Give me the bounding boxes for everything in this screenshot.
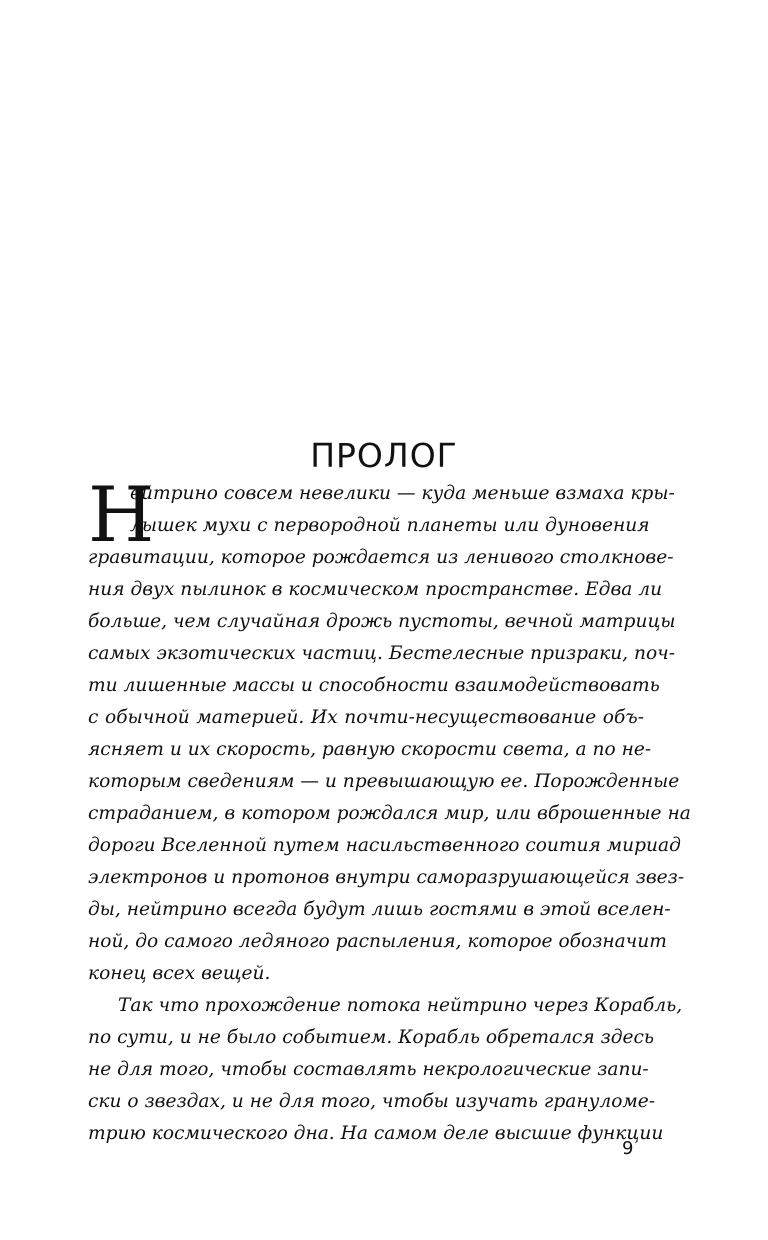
text-line: ски о звездах, и не для того, чтобы изучать грануломе- xyxy=(88,1091,656,1112)
page-number: 9 xyxy=(622,1138,634,1159)
text-line: не для того, чтобы составлять некрологические запи- xyxy=(88,1059,649,1080)
text-line: страданием, в котором рождался мир, или вброшенные на xyxy=(88,803,691,824)
chapter-title: ПРОЛОГ xyxy=(310,436,458,475)
text-line: гравитации, которое рождается из ленивого столкнове- xyxy=(88,547,674,568)
text-line: ясняет и их скорость, равную скорости света, а по не- xyxy=(88,739,652,760)
drop-cap: Н xyxy=(88,470,155,559)
text-line: больше, чем случайная дрожь пустоты, вечной матрицы xyxy=(88,611,676,632)
text-line: электронов и протонов внутри саморазрушающейся звез- xyxy=(88,867,685,888)
text-line: Так что прохождение потока нейтрино через Корабль, xyxy=(118,995,683,1016)
text-line: по сути, и не было событием. Корабль обретался здесь xyxy=(88,1027,655,1048)
text-line: ейтрино совсем невелики — куда меньше взмаха кры- xyxy=(130,483,675,504)
text-line: дороги Вселенной путем насильственного соития мириад xyxy=(88,835,681,856)
body-text xyxy=(88,470,691,1150)
text-line: с обычной материей. Их почти-несуществование объ- xyxy=(88,707,644,728)
text-line: трию космического дна. На самом деле высшие функции xyxy=(88,1123,664,1144)
text-line: ти лишенные массы и способности взаимодействовать xyxy=(88,675,660,696)
text-line: самых экзотических частиц. Бестелесные призраки, поч- xyxy=(88,643,676,664)
text-line: лышек мухи с первородной планеты или дуновения xyxy=(130,515,650,536)
text-line: ды, нейтрино всегда будут лишь гостями в этой вселен- xyxy=(88,899,671,920)
text-line: конец всех вещей. xyxy=(88,963,271,984)
text-line: ной, до самого ледяного распыления, которое обозначит xyxy=(88,931,667,952)
text-line: которым сведениям — и превышающую ее. Порожденные xyxy=(88,771,680,792)
text-line: ния двух пылинок в космическом пространстве. Едва ли xyxy=(88,579,663,600)
